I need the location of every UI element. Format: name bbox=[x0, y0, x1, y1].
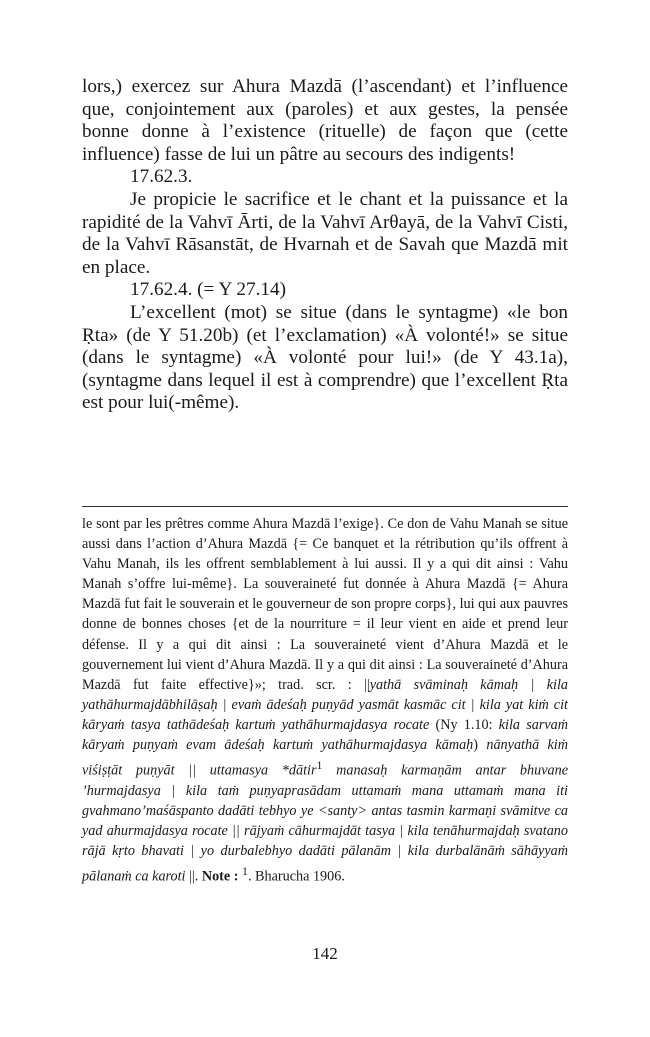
section-number-17-62-3: 17.62.3. bbox=[130, 166, 193, 188]
footnote-sanskrit-3: nānyathā kiṁ viśiṣṭāt puṇyāt || uttamasya *dātir bbox=[82, 737, 568, 779]
footnote-plain-1: le sont par les prêtres comme Ahura Mazdā l’exige}. Ce don de Vahu Manah se situe aussi dans l’action d’Ahura Mazdā {= Ce banquet et la rétribution qu’ils offrent à Vahu Manah, ils les offrent semblablement à lui aussi. Il y a qui dit ainsi : Vahu Manah s’offre lui-même}. La souveraineté fut donnée à Ahura Mazdā {= Ahura Mazdā fut fait le souverain et le gouverneur de son propre corps}, lui qui aux pauvres donne de bonnes choses {et de la nourriture = il leur vient en aide et prend leur défense. Il y a qui dit ainsi : La souveraineté vient d’Ahura Mazdā et le gouvernement lui vient d’Ahura Mazdā. Il y a qui dit ainsi : La souveraineté d’Ahura Mazdā fut faite effective}»; trad. scr. : || bbox=[82, 516, 568, 693]
footnote-plain-3: ) bbox=[473, 737, 487, 754]
footnote-sanskrit-1: yathā svāminaḥ kāmaḥ | kila yathāhurmajdābhilāṣaḥ | evaṁ ādeśaḥ puṇyād yasmāt kasmāc cit | kila yat kiṁ cit kāryaṁ tasya tathādeśaḥ kartuṁ yathāhurmajdasya rocate bbox=[82, 676, 568, 733]
note-label: Note : bbox=[201, 869, 239, 886]
footnote-plain-4: ||. bbox=[185, 869, 202, 886]
footnote-separator bbox=[82, 506, 568, 507]
note-marker-2: 1 bbox=[242, 864, 248, 879]
paragraph-3: L’excellent (mot) se situe (dans le syntagme) «le bon Ṛta» (de Y 51.20b) (et l’exclamation) «À volonté!» se situe (dans le syntagme) «À volonté pour lui!» (de Y 43.1a), (syntagme dans lequel il est à comprendre) que l’excellent Ṛta est pour lui(-même). bbox=[82, 301, 568, 414]
note-marker-1: 1 bbox=[316, 758, 323, 773]
footnote-plain-2: (Ny 1.10: bbox=[429, 716, 499, 733]
paragraph-1: lors,) exercez sur Ahura Mazdā (l’ascendant) et l’influence que, conjointement aux (paroles) et aux gestes, la pensée bonne donne à l’existence (rituelle) de façon que (cette influence) fasse de lui un pâtre au secours des indigents! bbox=[82, 76, 568, 165]
footnote-sanskrit-2: kila sarvaṁ kāryaṁ puṇyaṁ evam ādeśaḥ kartuṁ yathāhurmajdasya kāmaḥ bbox=[82, 716, 568, 754]
main-text bbox=[82, 76, 568, 415]
paragraph-2: Je propicie le sacrifice et le chant et la puissance et la rapidité de la Vahvī Ārti, de la Vahvī Arθayā, de la Vahvī Cisti, de la Vahvī Rāsanstāt, de Hvarnah et de Savah que Mazdā mit en place. bbox=[82, 188, 568, 278]
page-number: 142 bbox=[312, 944, 338, 963]
note-reference: . Bharucha 1906. bbox=[247, 869, 345, 886]
footnote-sanskrit-4: manasaḥ karmaṇām antar bhuvane ’hurmajdasya | kila taṁ puṇyaprasādam uttamaṁ mana uttamaṁ mana iti gvahmano’maśāspanto dadāti tebhyo ye <santy> antas tasmin karmaṇi svāmitve ca yad ahurmajdasya rocate || rājyaṁ cāhurmajdāt tasya | kila tenāhurmajdaḥ svatano rājā kṛto bhavati | yo durbalebhyo dadāti pālanām | kila durbalānāṁ sāhāyyaṁ pālanaṁ ca karoti bbox=[82, 762, 568, 886]
footnote bbox=[82, 514, 568, 887]
footnote-text bbox=[82, 514, 568, 887]
section-number-17-62-4: 17.62.4. (= Y 27.14) bbox=[130, 279, 286, 301]
